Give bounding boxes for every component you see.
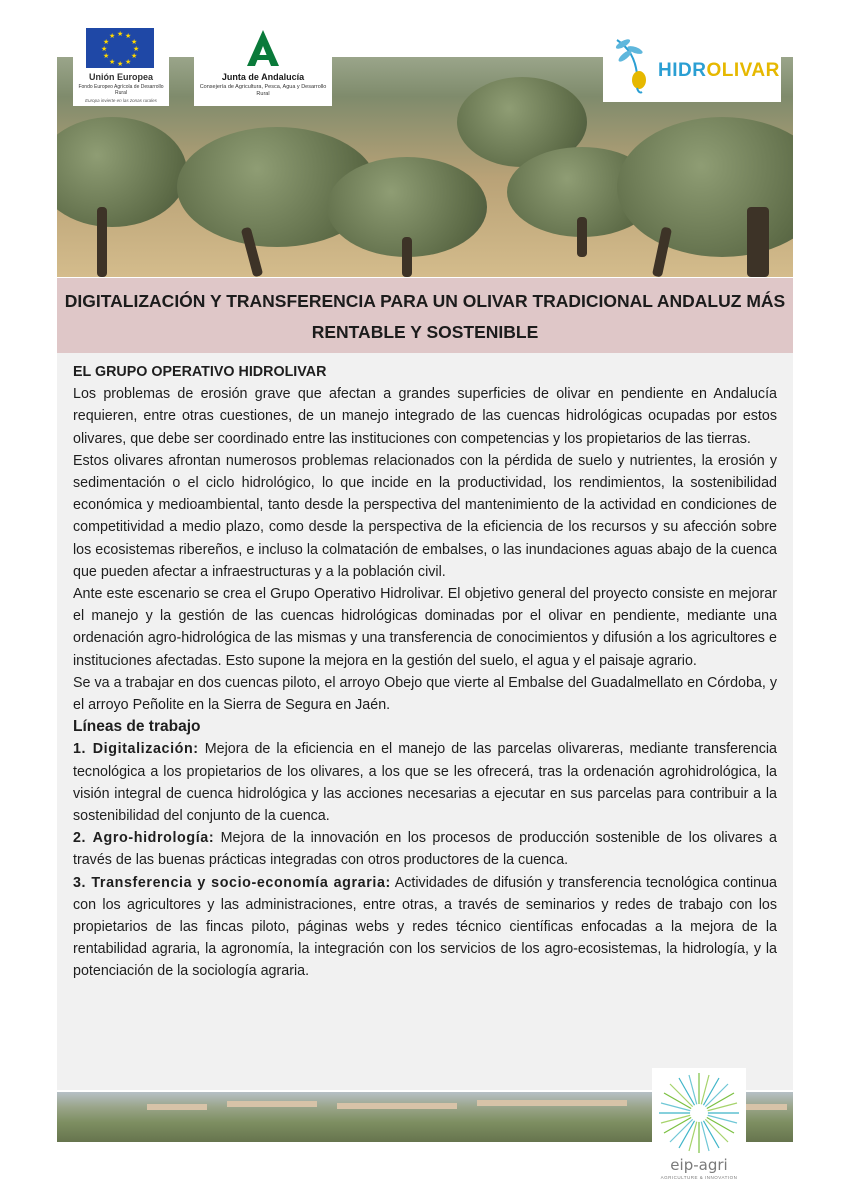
eu-logo	[73, 22, 169, 106]
eip-agri-logo	[652, 1068, 746, 1184]
body-text	[73, 361, 777, 983]
eu-fund: Fondo Europeo Agrícola de Desarrollo Rural	[78, 84, 164, 96]
olive-branch-icon	[609, 34, 657, 96]
work-line	[73, 872, 777, 983]
junta-name: Junta de Andalucía	[221, 72, 305, 82]
eu-flag-icon: ★ ★ ★ ★ ★ ★ ★ ★ ★ ★ ★ ★	[86, 28, 154, 68]
eip-burst-icon	[656, 1070, 742, 1156]
work-line-label: 3. Transferencia y socio-economía agraria:	[73, 874, 391, 891]
hidrolivar-logo	[603, 30, 781, 102]
work-line-label: 1. Digitalización:	[73, 741, 199, 758]
eip-tagline: AGRICULTURE & INNOVATION	[660, 1175, 738, 1180]
paragraph: Ante este escenario se crea el Grupo Operativo Hidrolivar. El objetivo general del proyecto consiste en mejorar el manejo y la gestión de las cuencas hidrológicas dominadas por el olivar en pendiente, mediante una ordenación agro-hidrológica de las mismas y una transferencia de conocimientos y difusión a los agricultores e instituciones afectadas. Esto supone la mejora en la gestión del suelo, el agua y el paisaje agrario.	[73, 586, 777, 669]
junta-dept: Consejería de Agricultura, Pesca, Agua y Desarrollo Rural	[199, 84, 327, 97]
work-line-label: 2. Agro-hidrología:	[73, 830, 215, 847]
paragraph: Estos olivares afrontan numerosos problemas relacionados con la pérdida de suelo y nutrientes, la erosión y sedimentación o el ciclo hidrológico, lo que incide en la productividad, los rendimientos, la sostenibilidad económica y medioambiental, tanto desde la perspectiva del mantenimiento de la actividad en condiciones de competitividad a medio plazo, como desde la perspectiva de la eficiencia de los recursos y su afección sobre los ecosistemas ribereños, e incluso la colmatación de embalses, o las inundaciones aguas abajo de la cuenca que pueden afectar a infraestructuras y a la población civil.	[73, 452, 777, 580]
hidrolivar-wordmark: HIDROLIVAR	[658, 60, 780, 81]
work-line	[73, 827, 777, 871]
page-title: DIGITALIZACIÓN Y TRANSFERENCIA PARA UN OLIVAR TRADICIONAL ANDALUZ MÁS RENTABLE Y SOSTENIBLE	[64, 291, 786, 342]
junta-logo	[194, 22, 332, 106]
paragraph: Los problemas de erosión grave que afectan a grandes superficies de olivar en pendiente en Andalucía requieren, entre otras cuestiones, de un manejo integrado de las cuencas hidrológicas ocupadas por estos olivares, que debe ser coordinado entre las instituciones con competencias y los propietarios de las tierras.	[73, 386, 777, 447]
junta-a-icon	[243, 28, 283, 68]
section-heading: EL GRUPO OPERATIVO HIDROLIVAR	[73, 364, 327, 380]
eip-name: eip-agri	[670, 1156, 728, 1174]
paragraph: Se va a trabajar en dos cuencas piloto, el arroyo Obejo que vierte al Embalse del Guadalmellato en Córdoba, y el arroyo Peñolite en la Sierra de Segura en Jaén.	[73, 674, 777, 714]
section-heading: Líneas de trabajo	[73, 718, 201, 736]
work-line	[73, 738, 777, 827]
eu-motto: Europa invierte en las zonas rurales	[85, 98, 157, 103]
work-line-text: Mejora de la innovación en los procesos de producción sostenible de los olivares a través de las buenas prácticas integradas con otros productores de la cuenca.	[73, 830, 777, 869]
work-line-text: Actividades de difusión y transferencia tecnológica continua con los agricultores y las administraciones, entre otras, a través de seminarios y redes de trabajo con los propietarios de las fincas piloto, páginas webs y redes técnico científicas enfocadas a la mejora de la rentabilidad agraria, la agronomía, la integración con los servicios de los agro-ecosistemas, la hidrología, y la potenciación de la sociología agraria.	[73, 874, 777, 980]
work-line-text: Mejora de la eficiencia en el manejo de las parcelas olivareras, mediante transferencia tecnológica a los propietarios de los olivares, a los que se les ofrecerá, tras la ordenación agrohidrológica, la visión integral de cuenca hidrológica y las acciones necesarias a ejecutar en sus parcelas para contribuir a la sostenibilidad del conjunto de la cuenca.	[73, 741, 777, 825]
eu-name: Unión Europea	[88, 72, 153, 82]
